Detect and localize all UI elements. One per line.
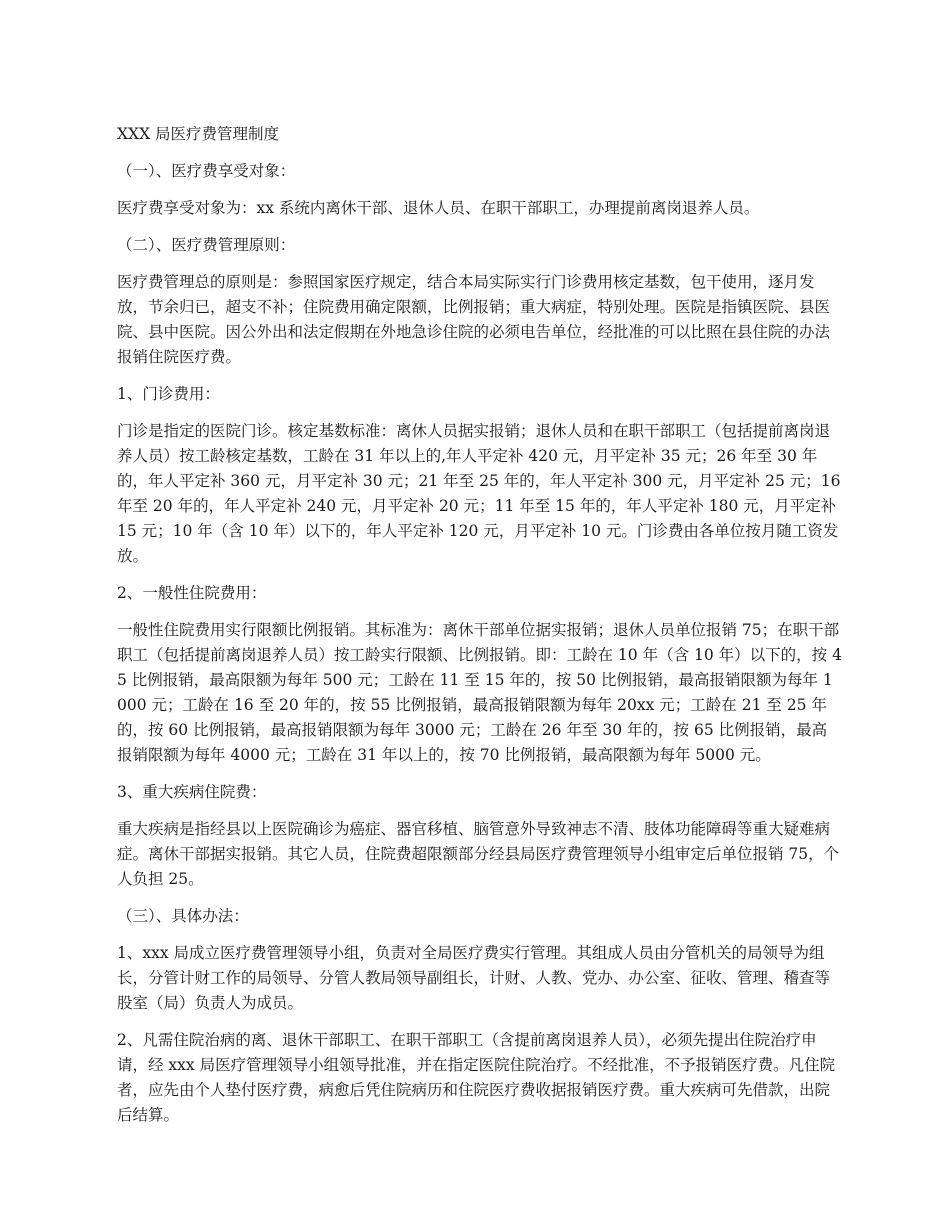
paragraph: 2、凡需住院治病的离、退休干部职工、在职干部职工（含提前离岗退养人员），必须先提出住院治疗申请，经 xxx 局医疗管理领导小组领导批准，并在指定医院住院治疗。不经批准，不予报销医疗费。凡住院者，应先由个人垫付医疗费，病愈后凭住院病历和住院医疗费收据报销医疗费。重大疾病可先借款，出院后结算。	[117, 1031, 836, 1124]
subsection-heading-inpatient: 2、一般性住院费用：	[117, 584, 267, 602]
subsection-heading-outpatient: 1、门诊费用：	[117, 385, 220, 403]
paragraph: 医疗费管理总的原则是：参照国家医疗规定，结合本局实际实行门诊费用核定基数，包干使用，逐月发放，节余归已，超支不补；住院费用确定限额，比例报销；重大病症，特别处理。医院是指镇医院、县医院、县中医院。因公外出和法定假期在外地急诊住院的必须电告单位，经批准的可以比照在县住院的办法报销住院医疗费。	[117, 273, 831, 366]
section-heading-2: （二）、医疗费管理原则：	[117, 236, 296, 254]
paragraph: 医疗费享受对象为：xx 系统内离休干部、退休人员、在职干部职工，办理提前离岗退养人员。	[117, 199, 760, 217]
document-page	[117, 122, 842, 1140]
subsection-heading-major-illness: 3、重大疾病住院费：	[117, 783, 267, 801]
document-title: XXX 局医疗费管理制度	[117, 125, 280, 143]
section-heading-3: （三）、具体办法：	[117, 907, 249, 925]
paragraph: 一般性住院费用实行限额比例报销。其标准为：离休干部单位据实报销；退休人员单位报销 75；在职干部职工（包括提前离岗退养人员）按工龄实行限额、比例报销。即：工龄在 10 年（含 10 年）以下的，按 45 比例报销，最高限额为每年 500 元；工龄在 11 至 15 年的，按 50 比例报销，最高报销限额为每年 1000 元；工龄在 16 至 20 年的，按 55 比例报销，最高报销限额为每年 20xx 元；工龄在 21 至 25 年的，按 60 比例报销，最高报销限额为每年 3000 元；工龄在 26 年至 30 年的，按 65 比例报销，最高报销限额为每年 4000 元；工龄在 31 年以上的，按 70 比例报销，最高限额为每年 5000 元。	[117, 621, 842, 764]
paragraph: 门诊是指定的医院门诊。核定基数标准：离休人员据实报销；退休人员和在职干部职工（包括提前离岗退养人员）按工龄核定基数，工龄在 31 年以上的,年人平定补 420 元，月平定补 35 元；26 年至 30 年的，年人平定补 360 元，月平定补 30 元；21 年至 25 年的，年人平定补 300 元，月平定补 25 元；16 年至 20 年的，年人平定补 240 元，月平定补 20 元；11 年至 15 年的，年人平定补 180 元，月平定补 15 元；10 年（含 10 年）以下的，年人平定补 120 元，月平定补 10 元。门诊费由各单位按月随工资发放。	[117, 422, 841, 565]
paragraph: 1、xxx 局成立医疗费管理领导小组，负责对全局医疗费实行管理。其组成人员由分管机关的局领导为组长，分管计财工作的局领导、分管人教局领导副组长，计财、人教、党办、办公室、征收、管理、稽查等股室（局）负责人为成员。	[117, 944, 831, 1012]
paragraph: 重大疾病是指经县以上医院确诊为癌症、器官移植、脑管意外导致神志不清、肢体功能障碍等重大疑难病症。离休干部据实报销。其它人员，住院费超限额部分经县局医疗费管理领导小组审定后单位报销 75，个人负担 25。	[117, 820, 840, 888]
section-heading-1: （一）、医疗费享受对象：	[117, 162, 296, 180]
